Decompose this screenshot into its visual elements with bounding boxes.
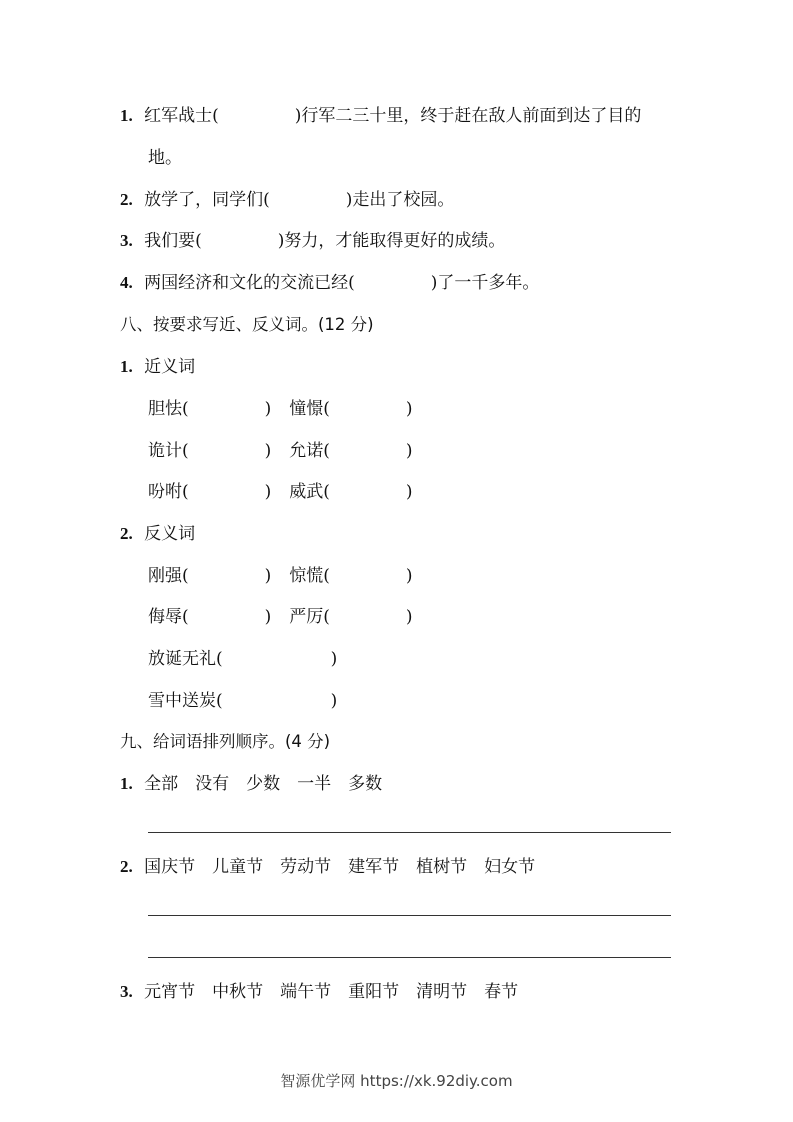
word-item: 儿童节 bbox=[212, 857, 264, 877]
answer-line[interactable] bbox=[148, 957, 671, 958]
item-number: 1 bbox=[120, 774, 129, 793]
item-dot: . bbox=[128, 982, 133, 1001]
sentence-continuation: 地。 bbox=[148, 148, 182, 168]
antonym-row bbox=[148, 565, 413, 587]
sentence-before: 放学了，同学们( bbox=[144, 190, 270, 210]
item-dot: . bbox=[128, 357, 133, 376]
item-number: 2 bbox=[120, 190, 129, 209]
paren-close: ) bbox=[405, 399, 413, 419]
sentence-before: 红军战士( bbox=[144, 106, 219, 126]
word-item: 端午节 bbox=[280, 982, 332, 1002]
word-prompt: 吩咐( bbox=[148, 482, 189, 502]
word-prompt: 诡计( bbox=[148, 441, 189, 461]
antonym-idiom-row bbox=[148, 690, 337, 712]
sentence-after: )行军二三十里，终于赶在敌人前面到达了目的 bbox=[294, 106, 642, 126]
synonyms-label-row bbox=[120, 356, 195, 378]
word-item: 中秋节 bbox=[212, 982, 264, 1002]
item-dot: . bbox=[128, 857, 133, 876]
sentence-before: 两国经济和文化的交流已经( bbox=[144, 273, 355, 293]
item-dot: . bbox=[128, 231, 133, 250]
paren-close: ) bbox=[405, 607, 413, 627]
word-item: 少数 bbox=[246, 774, 281, 794]
item-number: 2 bbox=[120, 524, 129, 543]
item-number: 3 bbox=[120, 982, 129, 1001]
paren-close: ) bbox=[264, 482, 272, 502]
word-item: 劳动节 bbox=[280, 857, 332, 877]
footer-watermark: 智源优学网 https://xk.92diy.com bbox=[280, 1072, 513, 1090]
word-item: 重阳节 bbox=[348, 982, 400, 1002]
paren-close: ) bbox=[405, 441, 413, 461]
word-item: 元宵节 bbox=[144, 982, 196, 1002]
word-prompt: 威武( bbox=[289, 482, 330, 502]
item-number: 1 bbox=[120, 357, 129, 376]
synonym-row bbox=[148, 398, 413, 420]
item-dot: . bbox=[128, 524, 133, 543]
word-prompt: 放诞无礼( bbox=[148, 649, 223, 669]
sentence-after: )走出了校园。 bbox=[345, 190, 455, 210]
word-prompt: 惊慌( bbox=[289, 566, 330, 586]
paren-close: ) bbox=[264, 607, 272, 627]
word-item: 没有 bbox=[195, 774, 230, 794]
paren-close: ) bbox=[264, 441, 272, 461]
paren-close: ) bbox=[264, 399, 272, 419]
order-question-3 bbox=[120, 981, 535, 1003]
paren-close: ) bbox=[330, 691, 338, 711]
antonym-row bbox=[148, 606, 413, 628]
section-9-heading: 九、给词语排列顺序。(4 分) bbox=[120, 732, 331, 751]
word-item: 春节 bbox=[484, 982, 519, 1002]
question-7-1 bbox=[120, 105, 641, 127]
sentence-before: 我们要( bbox=[144, 231, 202, 251]
word-item: 一半 bbox=[297, 774, 332, 794]
sentence-after: )了一千多年。 bbox=[430, 273, 540, 293]
item-dot: . bbox=[128, 774, 133, 793]
item-number: 2 bbox=[120, 857, 129, 876]
paren-close: ) bbox=[405, 482, 413, 502]
word-prompt: 侮辱( bbox=[148, 607, 189, 627]
item-number: 3 bbox=[120, 231, 129, 250]
antonyms-label: 反义词 bbox=[144, 524, 196, 544]
item-number: 1 bbox=[120, 106, 129, 125]
word-item: 清明节 bbox=[416, 982, 468, 1002]
word-item: 建军节 bbox=[348, 857, 400, 877]
word-prompt: 雪中送炭( bbox=[148, 691, 223, 711]
word-item: 妇女节 bbox=[484, 857, 536, 877]
antonyms-label-row bbox=[120, 523, 195, 545]
question-7-2 bbox=[120, 189, 454, 211]
word-item: 植树节 bbox=[416, 857, 468, 877]
answer-line[interactable] bbox=[148, 915, 671, 916]
word-prompt: 严厉( bbox=[289, 607, 330, 627]
word-prompt: 憧憬( bbox=[289, 399, 330, 419]
paren-close: ) bbox=[330, 649, 338, 669]
word-prompt: 刚强( bbox=[148, 566, 189, 586]
word-item: 多数 bbox=[348, 774, 383, 794]
sentence-after: )努力，才能取得更好的成绩。 bbox=[277, 231, 506, 251]
paren-close: ) bbox=[405, 566, 413, 586]
synonym-row bbox=[148, 440, 413, 462]
synonym-row bbox=[148, 481, 413, 503]
section-8-heading: 八、按要求写近、反义词。(12 分) bbox=[120, 315, 374, 334]
item-number: 4 bbox=[120, 273, 129, 292]
antonym-idiom-row bbox=[148, 648, 337, 670]
paren-close: ) bbox=[264, 566, 272, 586]
question-7-3 bbox=[120, 230, 505, 252]
word-item: 全部 bbox=[144, 774, 179, 794]
answer-line[interactable] bbox=[148, 832, 671, 833]
word-item: 国庆节 bbox=[144, 857, 196, 877]
word-prompt: 允诺( bbox=[289, 441, 330, 461]
order-question-2 bbox=[120, 856, 552, 878]
synonyms-label: 近义词 bbox=[144, 357, 196, 377]
order-question-1 bbox=[120, 773, 399, 795]
item-dot: . bbox=[128, 106, 133, 125]
question-7-4 bbox=[120, 272, 539, 294]
item-dot: . bbox=[128, 190, 133, 209]
item-dot: . bbox=[128, 273, 133, 292]
word-prompt: 胆怯( bbox=[148, 399, 189, 419]
